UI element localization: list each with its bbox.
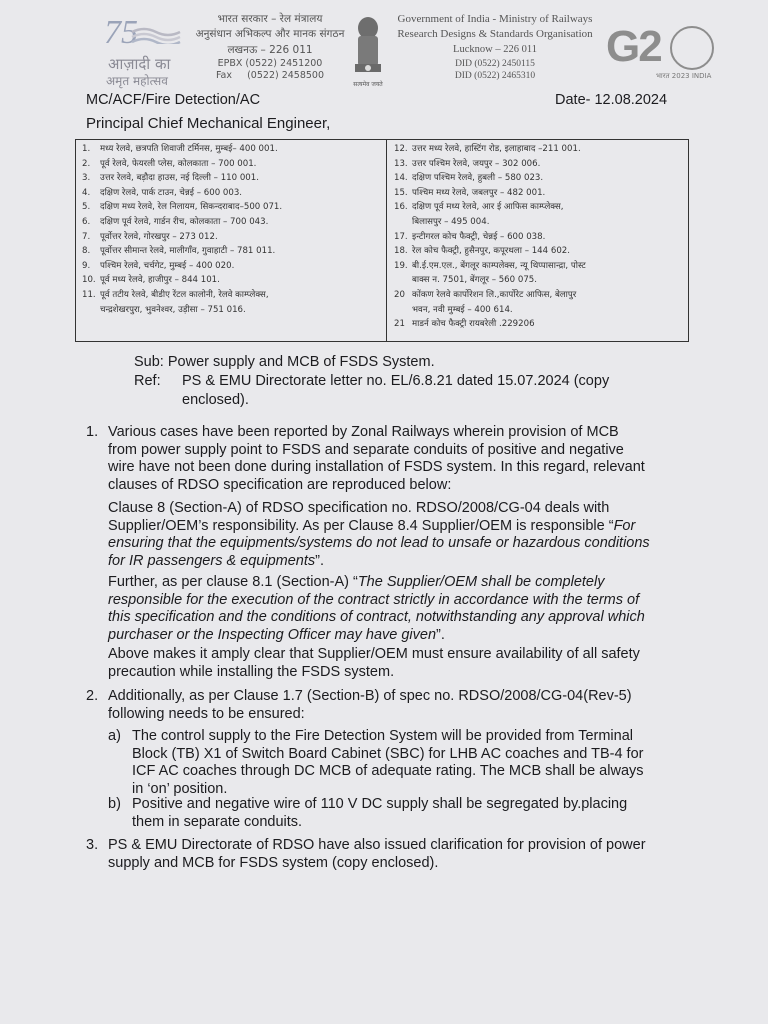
emblem-caption: सत्यमेव जयते [353, 81, 383, 88]
railway-address: बी.ई.एम.एल., बेंगलूर काम्पलेक्स, न्यू थिप्पासान्द्रा, पोस्ट [412, 260, 586, 271]
railway-number: 7. [82, 231, 91, 242]
globe-icon [670, 26, 714, 70]
para1-line: from power supply point to FSDS and separate conduits of positive and negative [108, 441, 624, 458]
railway-number: 2. [82, 158, 91, 169]
railway-address: चन्द्रशेखरपुरा, भुवनेश्वर, उड़ीसा – 751 016. [100, 304, 246, 315]
para1b-quote: responsible for the execution of the contract strictly in accordance with the terms of [108, 591, 640, 608]
railway-address: बाक्स न. 7501, बेंगलूर – 560 075. [412, 275, 537, 286]
para1b [108, 574, 693, 644]
para1b-end: ”. [436, 626, 445, 643]
para2a-line: ICF AC coaches through DC MCB of adequate rating. The MCB shall be always [132, 763, 644, 779]
letterhead-english-line2: Research Designs & Standards Organisation [397, 28, 593, 40]
railways-address-table [75, 139, 689, 342]
railway-number: 21 [394, 319, 405, 330]
railway-number: 9. [82, 260, 91, 271]
railway-row [82, 142, 382, 157]
railway-number: 1. [82, 144, 91, 154]
para2b-number: b) [108, 796, 121, 812]
letterhead-hindi [190, 12, 350, 82]
g20-logo [606, 20, 726, 86]
railway-number [394, 215, 412, 230]
railway-row [394, 171, 684, 186]
railway-address: पश्चिम मध्य रेलवे, जबलपुर – 482 001. [412, 187, 546, 198]
para2a-line: The control supply to the Fire Detection System will be provided from Terminal [132, 728, 634, 744]
railway-address: उत्तर पश्चिम रेलवे, जयपुर – 302 006. [412, 158, 541, 169]
para2-number: 2. [86, 688, 99, 704]
railway-row [394, 230, 684, 245]
addressee: Principal Chief Mechanical Engineer, [86, 115, 331, 132]
railway-address: पूर्वोत्तर सीमान्त रेलवे, मालीगाँव, गुवाहाटी – 781 011. [100, 246, 276, 257]
para2a-number: a) [108, 728, 121, 744]
para2a-line: in ‘on’ position. [132, 780, 228, 797]
letterhead-did1: DID (0522) 2450115 [455, 59, 535, 69]
para2b [132, 796, 692, 831]
letterhead-epbx: EPBX (0522) 2451200 [217, 58, 323, 69]
letterhead-hindi-line3: लखनऊ – 226 011 [227, 44, 313, 56]
railway-row [82, 259, 382, 274]
railway-address: दक्षिण पूर्व रेलवे, गार्डन रीच, कोलकाता – 700 043. [100, 216, 269, 227]
para2a-line: Block (TB) X1 of Switch Board Cabinet (SBC) for LHB AC coaches and TB-4 for [132, 745, 644, 762]
railway-address: रेल कोच फैक्ट्री, हुसैनपुर, कपूरथला – 144 602. [412, 246, 570, 257]
letterhead-english-line1: Government of India - Ministry of Railways [397, 13, 593, 25]
g20-logo-sub: भारत 2023 INDIA [656, 72, 712, 80]
railway-row [394, 142, 684, 157]
para1a-quote: For [613, 517, 636, 534]
para1-line: clauses of RDSO specification are reproduced below: [108, 476, 452, 493]
railway-number: 18. [394, 246, 408, 257]
railway-address: दक्षिण मध्य रेलवे, रेल निलायम, सिकन्दराबाद–500 071. [100, 202, 283, 213]
reference-line1: PS & EMU Directorate letter no. EL/6.8.21 dated 15.07.2024 (copy [182, 373, 610, 389]
reference-line [134, 372, 686, 410]
azadi-logo-number: 75 [104, 14, 138, 51]
letterhead-hindi-line2: अनुसंधान अभिकल्प और मानक संगठन [195, 28, 345, 40]
g20-logo-text: G2 [606, 22, 661, 71]
railway-address: दक्षिण रेलवे, पार्क टाउन, चेन्नई – 600 003. [100, 187, 243, 198]
railway-number: 20 [394, 289, 405, 300]
railway-address: भवन, नवी मुम्बई – 400 614. [412, 304, 513, 315]
railway-number: 12. [394, 144, 408, 154]
para1c-line: precaution while installing the FSDS system. [108, 663, 395, 680]
railway-address: बिलासपुर – 495 004. [412, 216, 490, 227]
para2 [108, 688, 693, 723]
letterhead-fax: Fax (0522) 2458500 [215, 70, 325, 81]
railway-number: 5. [82, 202, 91, 213]
railway-address: पूर्व तटीय रेलवे, बीडीए रेंटल कालोनी, रेलवे काम्प्लेक्स, [100, 289, 269, 300]
railway-row [394, 186, 684, 201]
para1c [108, 646, 693, 681]
para2b-line: Positive and negative wire of 110 V DC supply shall be segregated by.placing [132, 796, 628, 812]
para2-line: Additionally, as per Clause 1.7 (Section-B) of spec no. RDSO/2008/CG-04(Rev-5) [108, 688, 632, 704]
para3-line: supply and MCB for FSDS system (copy enclosed). [108, 854, 439, 871]
letterhead-did2: DID (0522) 2465310 [454, 71, 536, 81]
letterhead-hindi-line1: भारत सरकार – रेल मंत्रालय [217, 13, 323, 25]
railway-row [394, 215, 684, 230]
azadi-logo-line2: अमृत महोत्सव [106, 74, 168, 88]
railway-row [394, 273, 684, 288]
railway-address: मध्य रेलवे, छत्रपति शिवाजी टर्मिनस, मुम्बई– 400 001. [100, 144, 278, 154]
para1a-quote: for IR passengers & equipments [108, 552, 316, 569]
para1b-quote: purchaser or the Inspecting Officer may have given [108, 626, 437, 643]
railway-row [82, 244, 382, 259]
subject-line: Sub: Power supply and MCB of FSDS System. [134, 354, 435, 370]
railway-number: 6. [82, 216, 91, 227]
railway-number [82, 303, 100, 318]
railway-row [82, 171, 382, 186]
national-emblem-icon [350, 14, 386, 90]
para3 [108, 837, 693, 872]
letterhead-english-line3: Lucknow – 226 011 [453, 44, 537, 55]
railway-number: 15. [394, 187, 408, 198]
railway-number: 14. [394, 173, 408, 184]
railway-row [82, 157, 382, 172]
railways-right-column [394, 142, 684, 332]
para1b-quote: The Supplier/OEM shall be completely [357, 574, 605, 590]
para1a-quote: ensuring that the equipments/systems do not lead to unsafe or hazardous conditions [108, 535, 650, 551]
para1a-line: Supplier/OEM’s responsibility. As per Clause 8.4 Supplier/OEM is responsible “ [108, 517, 614, 534]
railways-left-column [82, 142, 382, 317]
railway-number: 10. [82, 275, 96, 286]
railway-address: दक्षिण पूर्व मध्य रेलवे, आर ई आफिस काम्प्लेक्स, [412, 202, 564, 213]
railway-row [82, 303, 382, 318]
railway-row [82, 186, 382, 201]
railway-address: दक्षिण पश्चिम रेलवे, हुबली – 580 023. [412, 173, 544, 184]
azadi-logo-line1: आज़ादी का [108, 55, 171, 73]
para1b-line: Further, as per clause 8.1 (Section-A) “ [108, 574, 358, 590]
para1a-line: Clause 8 (Section-A) of RDSO specification no. RDSO/2008/CG-04 deals with [108, 500, 610, 516]
railway-number [394, 273, 412, 288]
railway-address: इन्टीगरल कोच फैक्ट्री, चेन्नई – 600 038. [412, 231, 546, 242]
railway-number: 16. [394, 202, 408, 213]
railway-row [394, 200, 684, 215]
railway-number: 13. [394, 158, 408, 169]
reference-line2: enclosed). [182, 392, 249, 408]
table-divider [386, 140, 387, 341]
railway-row [82, 288, 382, 303]
railway-number [394, 303, 412, 318]
para3-number: 3. [86, 837, 99, 853]
flag-wave-icon [130, 26, 182, 44]
para1-line: wire have not been done during installation of FSDS system. In this regard, relevant [108, 459, 645, 475]
railway-address: पूर्व मध्य रेलवे, हाजीपुर – 844 101. [100, 275, 220, 286]
para1-line: Various cases have been reported by Zonal Railways wherein provision of MCB [108, 424, 619, 440]
railway-address: पूर्व रेलवे, फेयरली प्लेस, कोलकाता – 700 001. [100, 158, 257, 169]
railway-address: उत्तर रेलवे, बड़ौदा हाउस, नई दिल्ली – 110 001. [100, 173, 259, 184]
railway-row [394, 259, 684, 274]
railway-number: 3. [82, 173, 91, 184]
railway-row [394, 317, 684, 332]
railway-number: 8. [82, 246, 91, 257]
para3-line: PS & EMU Directorate of RDSO have also issued clarification for provision of power [108, 837, 646, 853]
para1b-quote: this specification and the conditions of contract, notwithstanding any approval which [108, 609, 645, 625]
para1 [108, 424, 693, 494]
para2b-line: them in separate conduits. [132, 813, 303, 830]
railway-row [82, 230, 382, 245]
railway-address: पूर्वोत्तर रेलवे, गोरखपुर – 273 012. [100, 231, 218, 242]
reference-label: Ref: [134, 373, 161, 389]
railway-row [394, 303, 684, 318]
para1c-line: Above makes it amply clear that Supplier/OEM must ensure availability of all safety [108, 646, 640, 662]
letterhead-english [385, 12, 605, 82]
para2a [132, 728, 692, 798]
para1a [108, 500, 693, 570]
azadi-logo [100, 14, 190, 86]
railway-row [394, 244, 684, 259]
para1a-end: ”. [315, 552, 324, 569]
railway-address: पश्चिम रेलवे, चर्चगेट, मुम्बई – 400 020. [100, 260, 235, 271]
railway-number: 19. [394, 260, 408, 271]
railway-row [394, 157, 684, 172]
railway-number: 17. [394, 231, 408, 242]
para2-line: following needs to be ensured: [108, 705, 305, 722]
para1-number: 1. [86, 424, 99, 440]
railway-address: माडर्न कोच फैक्ट्री रायबरेली .229206 [412, 319, 535, 330]
railway-row [82, 273, 382, 288]
railway-address: कोंकण रेलवे कार्पोरेशन लि.,कार्पोरेट आफिस, बेलापुर [412, 289, 577, 300]
letter-date: Date- 12.08.2024 [555, 92, 668, 108]
railway-address: उत्तर मध्य रेलवे, हास्टिंग रोड, इलाहाबाद –211 001. [412, 144, 581, 154]
railway-number: 11. [82, 289, 96, 300]
railway-row [82, 215, 382, 230]
railway-row [394, 288, 684, 303]
railway-row [82, 200, 382, 215]
reference-number: MC/ACF/Fire Detection/AC [86, 92, 261, 108]
railway-number: 4. [82, 187, 91, 198]
